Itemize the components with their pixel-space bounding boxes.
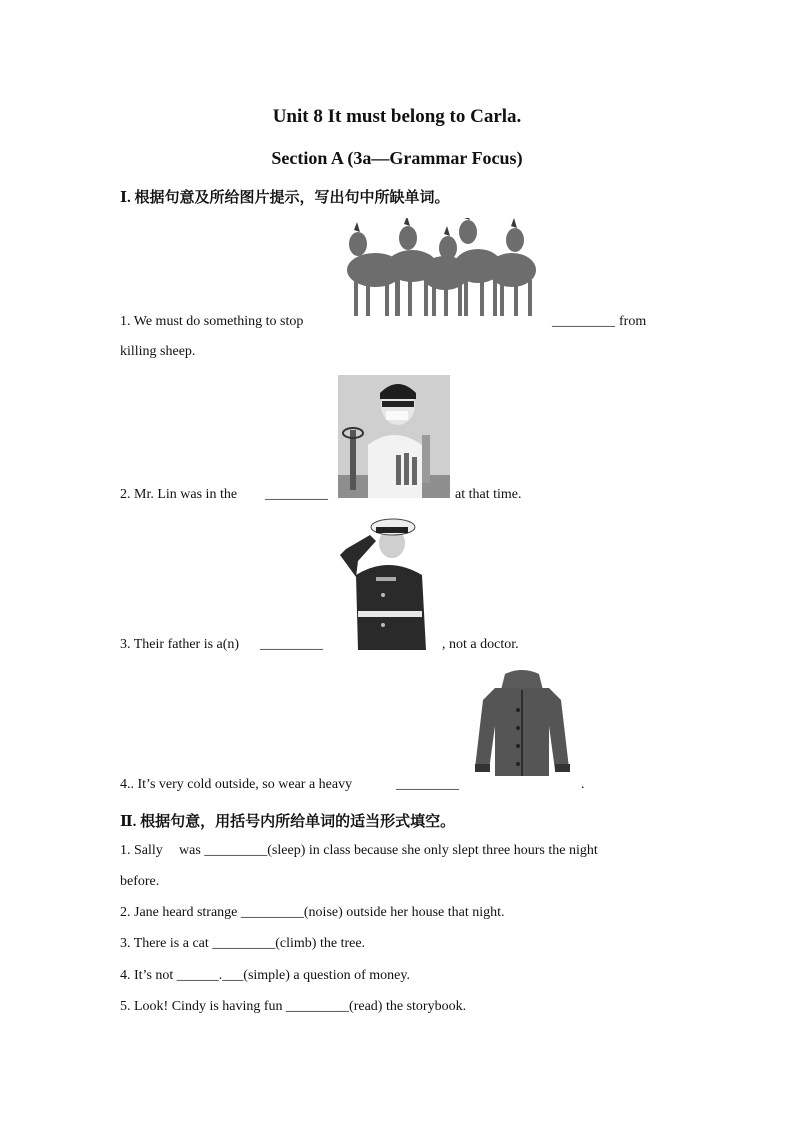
part1-q1-text-cont: killing sheep.: [120, 344, 196, 359]
part1-q1-text-after: from: [619, 314, 647, 329]
part1-q2-text: 2. Mr. Lin was in the: [120, 487, 238, 502]
section-subtitle: Section A (3a—Grammar Focus): [271, 148, 523, 168]
part1-q2-text-after: at that time.: [455, 487, 522, 502]
part2-q1-text-cont: was _________(sleep) in class because she only slept three hours the night: [179, 843, 598, 858]
part1-q4-text: 4.. It’s very cold outside, so wear a heavy: [120, 777, 353, 792]
part2-q3: 3. There is a cat _________(climb) the tree.: [120, 936, 366, 951]
part2-q1-text: 1. Sally: [120, 843, 163, 858]
coat-image: [465, 670, 580, 780]
part1-q4-blank[interactable]: _________: [396, 777, 459, 792]
part2-q5: 5. Look! Cindy is having fun _________(read) the storybook.: [120, 999, 467, 1014]
part1-heading: Ⅰ. 根据句意及所给图片提示，写出句中所缺单词。: [120, 190, 450, 206]
police-officer-image: [336, 515, 440, 650]
part1-q2-blank[interactable]: _________: [265, 487, 328, 502]
part1-q1-blank[interactable]: _________: [552, 314, 615, 329]
part1-q3-blank[interactable]: _________: [260, 637, 323, 652]
worksheet-title: Unit 8 It must belong to Carla.: [272, 106, 522, 127]
part2-q2: 2. Jane heard strange _________(noise) outside her house that night.: [120, 905, 505, 920]
part1-q1-text: 1. We must do something to stop: [120, 314, 304, 329]
part1-q3-text-after: , not a doctor.: [442, 637, 519, 652]
part1-q3-text: 3. Their father is a(n): [120, 637, 240, 652]
scientist-lab-image: [338, 375, 450, 498]
part1-q4-text-after: .: [581, 777, 585, 792]
wolves-image: [340, 218, 545, 322]
part2-heading: Ⅱ. 根据句意，用括号内所给单词的适当形式填空。: [120, 814, 456, 830]
part2-q4: 4. It’s not ______.___(simple) a question of money.: [120, 968, 410, 983]
part2-q1-text-end: before.: [120, 874, 160, 889]
